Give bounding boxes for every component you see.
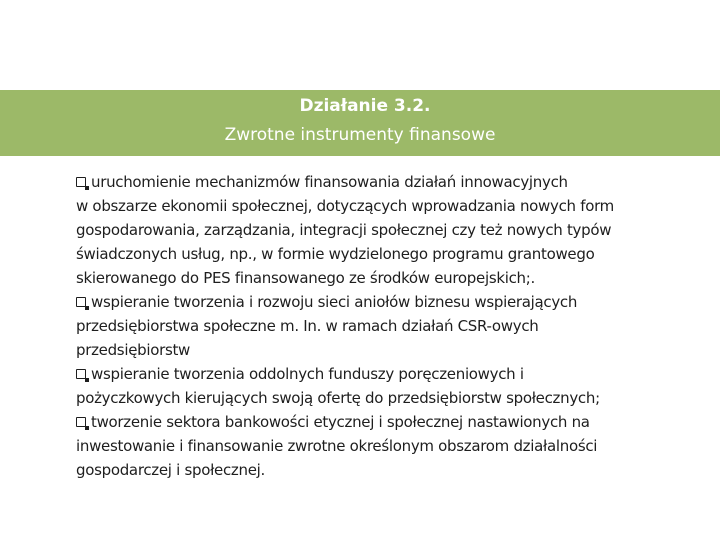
bullet-text: wspieranie tworzenia i rozwoju sieci aniołów biznesu wspierających [91,293,578,311]
bullet-text: uruchomienie mechanizmów finansowania działań innowacyjnych [91,173,568,191]
checkbox-bullet-icon [76,297,86,307]
title-band [0,90,720,156]
bullet-line: przedsiębiorstwa społeczne m. In. w ramach działań CSR-owych [76,317,539,335]
checkbox-bullet-icon [76,369,86,379]
checkbox-bullet-icon [76,417,86,427]
bullet-text: wspieranie tworzenia oddolnych funduszy poręczeniowych i [91,365,524,383]
bullet-line [76,410,688,434]
bullet-item [76,290,688,362]
checkbox-bullet-icon [76,177,86,187]
bullet-line [76,362,688,386]
bullet-item [76,362,688,410]
bullet-line: gospodarowania, zarządzania, integracji społecznej czy też nowych typów [76,221,612,239]
bullet-line: gospodarczej i społecznej. [76,461,265,479]
bullet-line [76,170,688,194]
bullet-line: świadczonych usług, np., w formie wydzielonego programu grantowego [76,245,595,263]
bullet-text: tworzenie sektora bankowości etycznej i społecznej nastawionych na [91,413,590,431]
bullet-list [76,170,688,482]
bullet-item [76,170,688,290]
bullet-line: skierowanego do PES finansowanego ze środków europejskich;. [76,269,535,287]
bullet-line: przedsiębiorstw [76,341,191,359]
bullet-line: inwestowanie i finansowanie zwrotne określonym obszarom działalności [76,437,598,455]
bullet-line: w obszarze ekonomii społecznej, dotyczących wprowadzania nowych form [76,197,614,215]
bullet-line [76,290,688,314]
bullet-line: pożyczkowych kierujących swoją ofertę do przedsiębiorstw społecznych; [76,389,600,407]
bullet-item [76,410,688,482]
slide-title: Działanie 3.2. [299,96,431,116]
slide-subtitle: Zwrotne instrumenty finansowe [224,125,496,145]
